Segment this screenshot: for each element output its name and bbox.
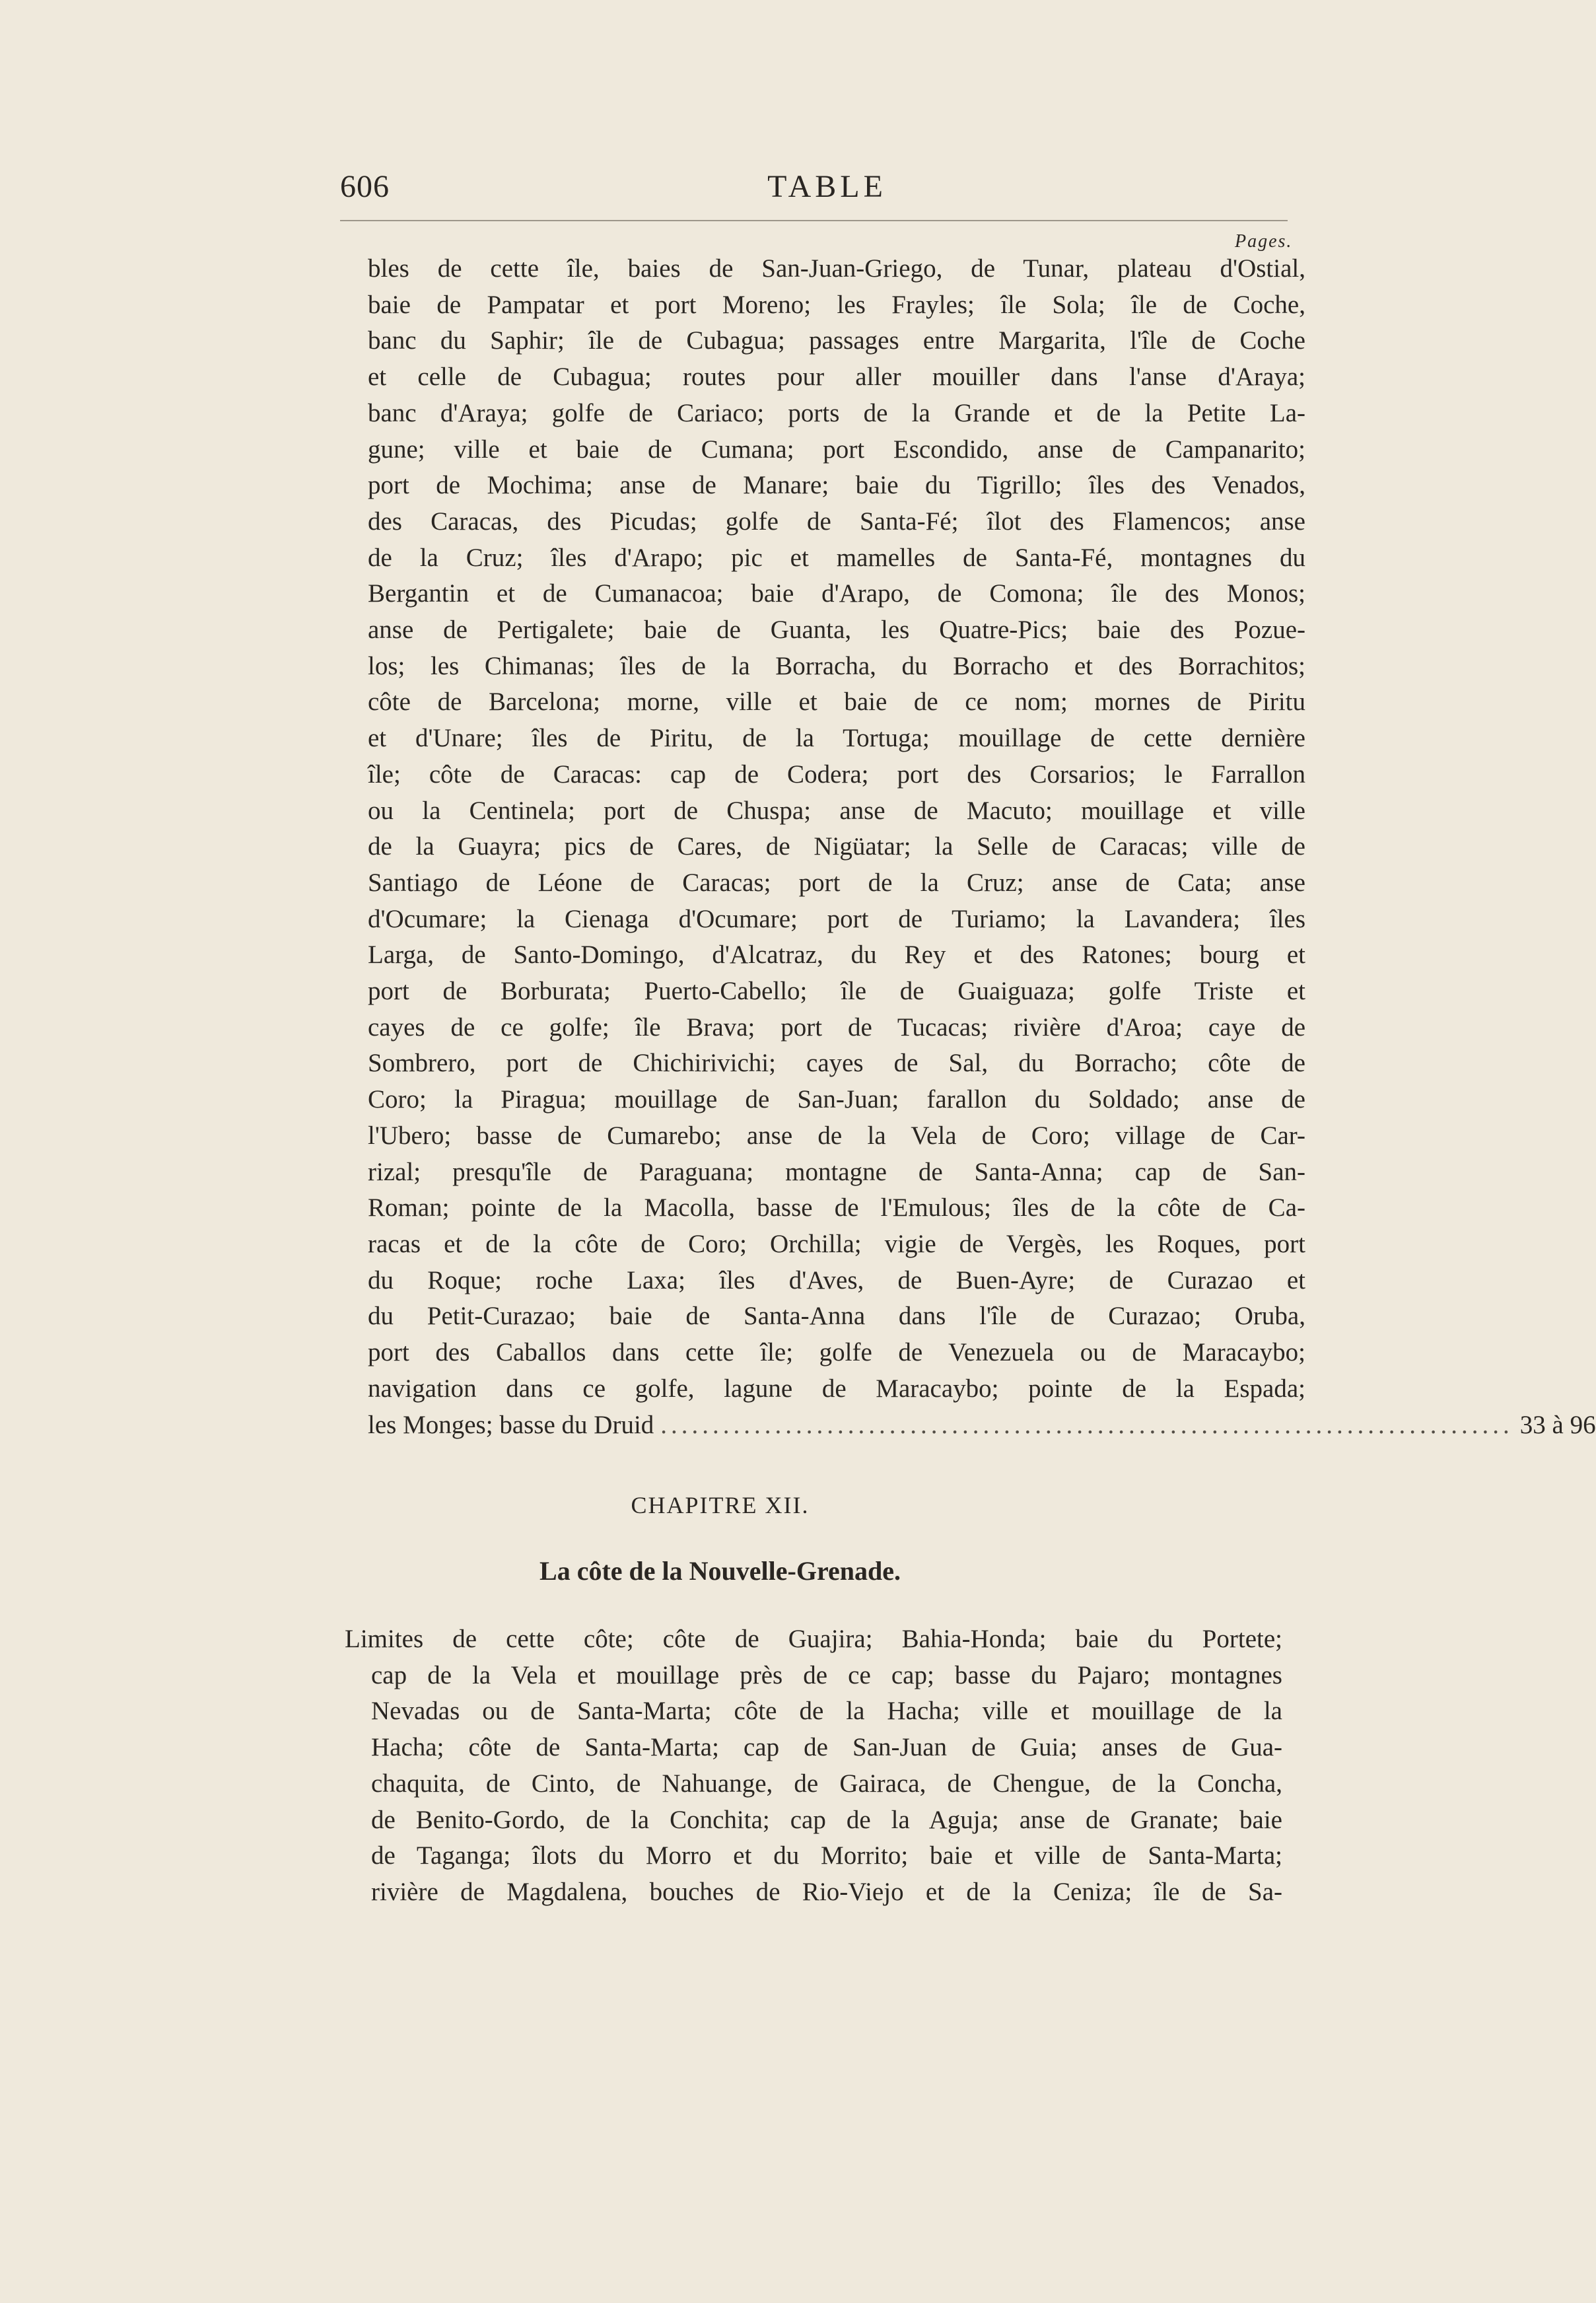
page-header [340, 168, 1314, 208]
toc-entry-chapter-12 [345, 1621, 1282, 1911]
text-line: et celle de Cubagua; routes pour aller mouiller dans l'anse d'Araya; [368, 363, 1305, 392]
text-line: Nevadas ou de Santa-Marta; côte de la Hacha; ville et mouillage de la [371, 1697, 1282, 1726]
text-line: rivière de Magdalena, bouches de Rio-Viejo et de la Ceniza; île de Sa- [371, 1877, 1282, 1906]
text-line: Coro; la Piragua; mouillage de San-Juan; farallon du Soldado; anse de [368, 1085, 1305, 1114]
text-line: Limites de cette côte; côte de Guajira; Bahia-Honda; baie du Portete; [345, 1625, 1282, 1653]
text-line: racas et de la côte de Coro; Orchilla; vigie de Vergès, les Roques, port [368, 1229, 1305, 1258]
page-number: 606 [340, 169, 390, 204]
text-line: cap de la Vela et mouillage près de ce cap; basse du Pajaro; montagnes [371, 1660, 1282, 1689]
text-line: bles de cette île, baies de San-Juan-Griego, de Tunar, plateau d'Ostial, [368, 254, 1305, 283]
text-line: du Petit-Curazao; baie de Santa-Anna dans l'île de Curazao; Oruba, [368, 1302, 1305, 1331]
text-line: Hacha; côte de Santa-Marta; cap de San-Juan de Guia; anses de Gua- [371, 1733, 1282, 1762]
text-line: l'Ubero; basse de Cumarebo; anse de la Vela de Coro; village de Car- [368, 1121, 1305, 1150]
text-line: baie de Pampatar et port Moreno; les Frayles; île Sola; île de Coche, [368, 290, 1305, 319]
text-line: de Taganga; îlots du Morro et du Morrito; baie et ville de Santa-Marta; [371, 1841, 1282, 1870]
text-line: port de Borburata; Puerto-Cabello; île de Guaiguaza; golfe Triste et [368, 977, 1305, 1006]
entry-text [368, 251, 1305, 1407]
text-line: de la Cruz; îles d'Arapo; pic et mamelles de Santa-Fé, montagnes du [368, 543, 1305, 572]
header-rule [340, 220, 1288, 221]
text-line: port de Mochima; anse de Manare; baie du Tigrillo; îles des Venados, [368, 471, 1305, 500]
text-line: des Caracas, des Picudas; golfe de Santa-Fé; îlot des Flamencos; anse [368, 507, 1305, 536]
text-line: anse de Pertigalete; baie de Guanta, les Quatre-Pics; baie des Pozue- [368, 616, 1305, 645]
toc-entry-chapter-11 [368, 251, 1596, 1443]
text-line: cayes de ce golfe; île Brava; port de Tucacas; rivière d'Aroa; caye de [368, 1012, 1305, 1042]
text-line: d'Ocumare; la Cienaga d'Ocumare; port de Turiamo; la Lavandera; îles [368, 904, 1305, 933]
text-line: et d'Unare; îles de Piritu, de la Tortuga; mouillage de cette dernière [368, 724, 1305, 753]
pages-column-label: Pages. [1235, 231, 1293, 252]
running-title: TABLE [767, 169, 887, 204]
text-line: île; côte de Caracas: cap de Codera; port des Corsarios; le Farrallon [368, 760, 1305, 789]
entry-last-text: les Monges; basse du Druid [368, 1410, 654, 1439]
text-line: de Benito-Gordo, de la Conchita; cap de la Aguja; anse de Granate; baie [371, 1805, 1282, 1834]
text-line: port des Caballos dans cette île; golfe de Venezuela ou de Maracaybo; [368, 1338, 1305, 1367]
text-line: chaquita, de Cinto, de Nahuange, de Gairaca, de Chengue, de la Concha, [371, 1769, 1282, 1798]
entry-text [345, 1621, 1282, 1911]
text-line: Bergantin et de Cumanacoa; baie d'Arapo, de Comona; île des Monos; [368, 579, 1305, 608]
text-line: Larga, de Santo-Domingo, d'Alcatraz, du Rey et des Ratones; bourg et [368, 940, 1305, 970]
text-line: navigation dans ce golfe, lagune de Maracaybo; pointe de la Espada; [368, 1374, 1305, 1403]
text-line: banc d'Araya; golfe de Cariaco; ports de la Grande et de la Petite La- [368, 398, 1305, 427]
text-line: Santiago de Léone de Caracas; port de la Cruz; anse de Cata; anse [368, 868, 1305, 897]
text-line: los; les Chimanas; îles de la Borracha, du Borracho et des Borrachitos; [368, 651, 1305, 680]
text-line: gune; ville et baie de Cumana; port Escondido, anse de Campanarito; [368, 435, 1305, 464]
text-line: rizal; presqu'île de Paraguana; montagne de Santa-Anna; cap de San- [368, 1157, 1305, 1186]
dot-leader: .................................................................................. [660, 1410, 1513, 1439]
text-line: Roman; pointe de la Macolla, basse de l'Emulous; îles de la côte de Ca- [368, 1193, 1305, 1222]
text-line: de la Guayra; pics de Cares, de Nigüatar; la Selle de Caracas; ville de [368, 832, 1305, 861]
page-range: 33 à 96 [1519, 1410, 1596, 1439]
text-line: du Roque; roche Laxa; îles d'Aves, de Buen-Ayre; de Curazao et [368, 1265, 1305, 1294]
chapter-heading: CHAPITRE XII. [631, 1492, 810, 1518]
text-line: banc du Saphir; île de Cubagua; passages entre Margarita, l'île de Coche [368, 326, 1305, 355]
text-line: Sombrero, port de Chichirivichi; cayes de Sal, du Borracho; côte de [368, 1049, 1305, 1078]
text-line: ou la Centinela; port de Chuspa; anse de Macuto; mouillage et ville [368, 796, 1305, 825]
chapter-subtitle: La côte de la Nouvelle-Grenade. [539, 1556, 901, 1586]
entry-last-line [368, 1407, 1596, 1444]
text-line: côte de Barcelona; morne, ville et baie de ce nom; mornes de Piritu [368, 688, 1305, 717]
